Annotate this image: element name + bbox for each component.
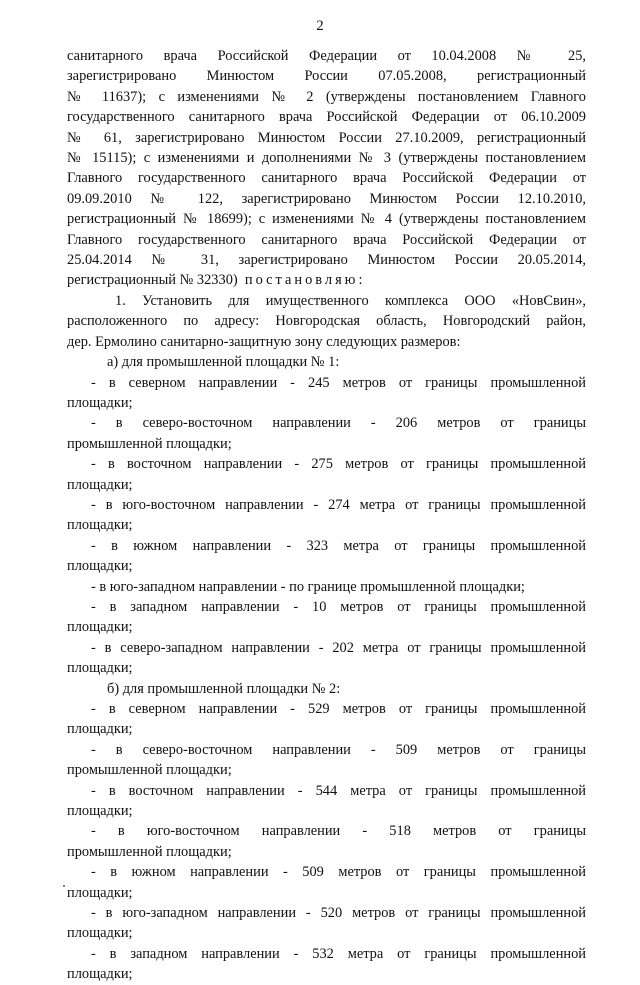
site-2-zone-entry <box>67 903 586 944</box>
preamble-line: государственного санитарного врача Российской Федерации от 06.10.2009 <box>67 109 586 126</box>
preamble-last-line <box>67 270 586 290</box>
preamble-line: 25.04.2014 № 31, зарегистрировано Минюстом России 20.05.2014, <box>67 252 586 269</box>
site-2-zone-entry <box>67 740 586 781</box>
preamble-line: № 61, зарегистрировано Минюстом России 27.10.2009, регистрационный <box>67 129 586 146</box>
zone-entry-line: - в северо-западном направлении - 202 метра от границы промышленной <box>91 639 586 656</box>
site-1-zone-entry <box>67 495 586 536</box>
preamble-line: зарегистрировано Минюстом России 07.05.2008, регистрационный <box>67 68 586 85</box>
zone-entry-continuation: промышленной площадки; <box>67 762 232 779</box>
site-2-zone-entry <box>67 821 586 862</box>
preamble-line: Главного государственного санитарного врача Российской Федерации от <box>67 170 586 187</box>
zone-entry-line: - в северо-восточном направлении - 206 метров от границы <box>91 415 586 432</box>
zone-entry-continuation: промышленной площадки; <box>67 843 232 860</box>
zone-entry-continuation: площадки; <box>67 517 133 534</box>
zone-entry-line: - в северном направлении - 245 метров от границы промышленной <box>91 374 586 391</box>
preamble-line: санитарного врача Российской Федерации от 10.04.2008 № 25, <box>67 48 586 64</box>
item-1-line: 1. Установить для имущественного комплекса ООО «НовСвин», <box>115 292 586 309</box>
site-2-zone-entry <box>67 699 586 740</box>
preamble-line: № 15115); с изменениями и дополнениями № 3 (утверждены постановлением <box>67 150 586 167</box>
zone-entry-continuation: площадки; <box>67 558 133 575</box>
page-number: 2 <box>316 18 324 34</box>
zone-entry-line: - в северо-восточном направлении - 509 метров от границы <box>91 741 586 758</box>
zone-entry-continuation: площадки; <box>67 476 133 493</box>
site-2-section <box>67 679 586 985</box>
zone-entry-continuation: площадки; <box>67 394 133 411</box>
zone-entry-continuation: промышленной площадки; <box>67 435 232 452</box>
site-2-zone-entry <box>67 862 586 903</box>
zone-entry-line: - в юго-западном направлении - по границе промышленной площадки; <box>91 578 525 595</box>
site-2-zone-entry <box>67 944 586 985</box>
site-1-zone-entry <box>67 373 586 414</box>
zone-entry-line: - в юго-восточном направлении - 518 метров от границы <box>91 823 586 840</box>
site-1-section <box>67 352 586 679</box>
item-1-line: дер. Ермолино санитарно-защитную зону следующих размеров: <box>67 333 461 350</box>
zone-entry-continuation: площадки; <box>67 966 133 983</box>
preamble-last-prefix: регистрационный № 32330) <box>67 272 245 289</box>
site-1-zone-entry <box>67 454 586 495</box>
zone-entry-line: - в западном направлении - 532 метра от границы промышленной <box>91 945 586 962</box>
site-2-entries <box>67 699 586 985</box>
preamble-line: регистрационный № 18699); с изменениями № 4 (утверждены постановлением <box>67 211 586 228</box>
site-1-heading: а) для промышленной площадки № 1: <box>107 354 340 371</box>
zone-entry-continuation: площадки; <box>67 721 133 738</box>
zone-entry-line: - в восточном направлении - 544 метра от границы промышленной <box>91 782 586 799</box>
zone-entry-continuation: площадки; <box>67 660 133 677</box>
zone-entry-line: - в юго-восточном направлении - 274 метра от границы промышленной <box>91 496 586 513</box>
preamble-line: Главного государственного санитарного врача Российской Федерации от <box>67 231 586 248</box>
site-1-zone-entry <box>67 638 586 679</box>
zone-entry-continuation: площадки; <box>67 803 133 820</box>
zone-entry-line: - в северном направлении - 529 метров от границы промышленной <box>91 701 586 717</box>
preamble-line: 09.09.2010 № 122, зарегистрировано Минюстом России 12.10.2010, <box>67 190 586 207</box>
item-1-line: расположенного по адресу: Новгородская область, Новгородский район, <box>67 313 586 330</box>
site-1-zone-entry <box>67 536 586 577</box>
zone-entry-line: - в юго-западном направлении - 520 метров от границы промышленной <box>91 905 586 922</box>
zone-entry-continuation: площадки; <box>67 619 133 636</box>
zone-entry-line: - в южном направлении - 323 метра от границы промышленной <box>91 537 586 554</box>
site-1-zone-entry <box>67 597 586 638</box>
site-2-zone-entry <box>67 781 586 822</box>
preamble-line: № 11637); с изменениями № 2 (утверждены постановлением Главного <box>67 88 586 105</box>
zone-entry-continuation: площадки; <box>67 925 133 942</box>
site-1-entries <box>67 373 586 679</box>
preamble-paragraph <box>67 46 586 291</box>
zone-entry-line: - в восточном направлении - 275 метров от границы промышленной <box>91 456 586 473</box>
zone-entry-line: - в западном направлении - 10 метров от границы промышленной <box>91 598 586 615</box>
zone-entry-continuation: площадки; <box>67 884 133 901</box>
site-1-zone-entry <box>67 577 586 597</box>
zone-entry-line: - в южном направлении - 509 метров от границы промышленной <box>91 864 586 881</box>
item-1-paragraph <box>67 291 586 352</box>
site-1-zone-entry <box>67 413 586 454</box>
document-body <box>67 46 586 985</box>
site-2-heading: б) для промышленной площадки № 2: <box>107 680 341 697</box>
resolution-keyword: постановляю: <box>244 272 366 289</box>
scan-speck <box>63 885 65 887</box>
